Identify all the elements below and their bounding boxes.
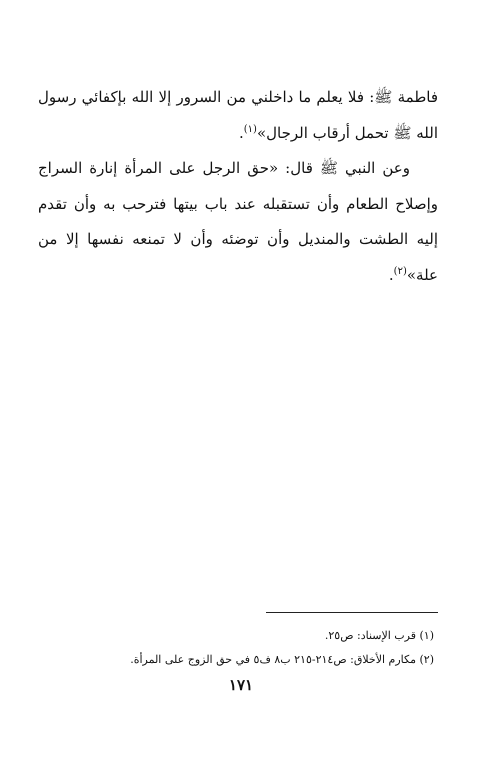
footnote-1: (١) قرب الإسناد: ص٢٥.	[324, 629, 434, 642]
main-text	[38, 80, 438, 293]
footnote-divider	[266, 612, 438, 613]
footnote-ref-1: (١)	[243, 123, 257, 135]
paragraph-1-text: فاطمة ﷺ: فلا يعلم ما داخلني من السرور إلا الله بإكفائي رسول الله ﷺ تحمل أرقاب الرجال»	[38, 88, 438, 142]
footnotes	[38, 624, 434, 672]
paragraph-2-text: وعن النبي ﷺ قال: «حق الرجل على المرأة إنارة السراج وإصلاح الطعام وأن تستقبله عند باب بيتها فترحب به وأن تقدم إليه الطشت والمنديل وأن توضئه وأن لا تمنعه نفسها إلا من علة»	[38, 159, 438, 284]
page-number: ١٧١	[228, 676, 254, 694]
paragraph-1-end: .	[238, 123, 244, 142]
paragraph-2-end: .	[388, 265, 394, 284]
paragraph-2	[38, 151, 438, 293]
footnote-2: (٢) مكارم الأخلاق: ص٢١٤-٢١٥ ب٨ ف٥ في حق الزوج على المرأة.	[130, 653, 434, 666]
footnote-ref-2: (٢)	[393, 265, 407, 277]
paragraph-1	[38, 80, 438, 151]
